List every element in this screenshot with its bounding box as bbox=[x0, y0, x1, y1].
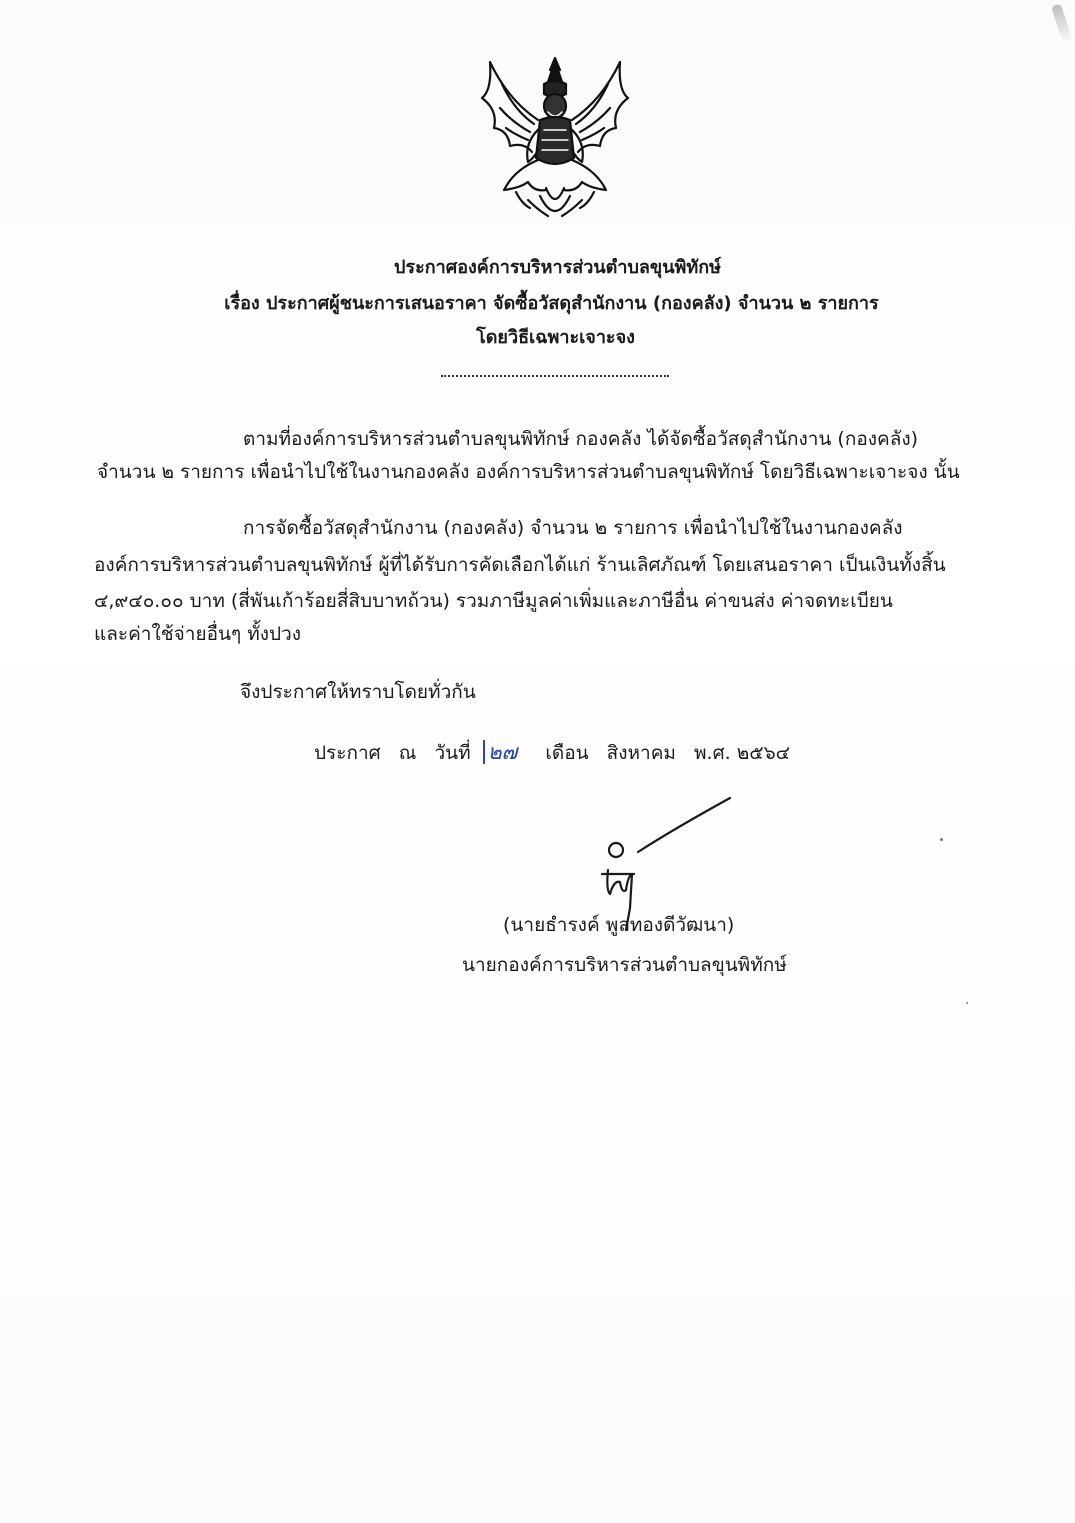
date-at: ณ bbox=[398, 742, 417, 764]
paragraph1-line1: ตามที่องค์การบริหารส่วนตำบลขุนพิทักษ์ กองคลัง ได้จัดซื้อวัสดุสำนักงาน (กองคลัง) bbox=[243, 428, 919, 450]
announcement-title: ประกาศองค์การบริหารส่วนตำบลขุนพิทักษ์ bbox=[394, 257, 721, 278]
paragraph1-line2: จำนวน ๒ รายการ เพื่อนำไปใช้ในงานกองคลัง องค์การบริหารส่วนตำบลขุนพิทักษ์ โดยวิธีเฉพาะเจาะจง นั้น bbox=[97, 461, 960, 483]
paragraph2-line2: องค์การบริหารส่วนตำบลขุนพิทักษ์ ผู้ที่ได้รับการคัดเลือกได้แก่ ร้านเลิศภัณฑ์ โดยเสนอราคา เป็นเงินทั้งสิ้น bbox=[94, 554, 946, 576]
procurement-method: โดยวิธีเฉพาะเจาะจง bbox=[476, 327, 635, 348]
garuda-emblem-icon bbox=[468, 50, 642, 232]
paragraph2-line1: การจัดซื้อวัสดุสำนักงาน (กองคลัง) จำนวน ๒ รายการ เพื่อนำไปใช้ในงานกองคลัง bbox=[243, 517, 903, 539]
scan-speck bbox=[940, 838, 943, 841]
day-label: วันที่ bbox=[434, 742, 471, 764]
paragraph2-line3: ๔,๙๔๐.๐๐ บาท (สี่พันเก้าร้อยสี่สิบบาทถ้วน) รวมภาษีมูลค่าเพิ่มและภาษีอื่น ค่าขนส่ง ค่าจดทะเบียน bbox=[94, 590, 893, 612]
handwritten-day: ๒๗ bbox=[483, 740, 522, 764]
scan-edge-mark bbox=[1051, 3, 1073, 44]
paragraph2-line4: และค่าใช้จ่ายอื่นๆ ทั้งปวง bbox=[94, 623, 302, 645]
month-label: เดือน bbox=[545, 742, 589, 764]
scan-speck bbox=[966, 1002, 968, 1004]
month: สิงหาคม bbox=[606, 742, 676, 764]
signatory-position: นายกองค์การบริหารส่วนตำบลขุนพิทักษ์ bbox=[462, 954, 787, 976]
announcement-subject: เรื่อง ประกาศผู้ชนะการเสนอราคา จัดซื้อวัสดุสำนักงาน (กองคลัง) จำนวน ๒ รายการ bbox=[224, 293, 879, 314]
closing-statement: จึงประกาศให้ทราบโดยทั่วกัน bbox=[240, 681, 476, 703]
date-prefix: ประกาศ bbox=[314, 742, 381, 764]
year: พ.ศ. ๒๕๖๔ bbox=[694, 742, 791, 764]
signatory-name: (นายธำรงค์ พูลทองดีวัฒนา) bbox=[503, 914, 735, 936]
heading-divider bbox=[441, 375, 669, 377]
announcement-date bbox=[314, 739, 802, 766]
